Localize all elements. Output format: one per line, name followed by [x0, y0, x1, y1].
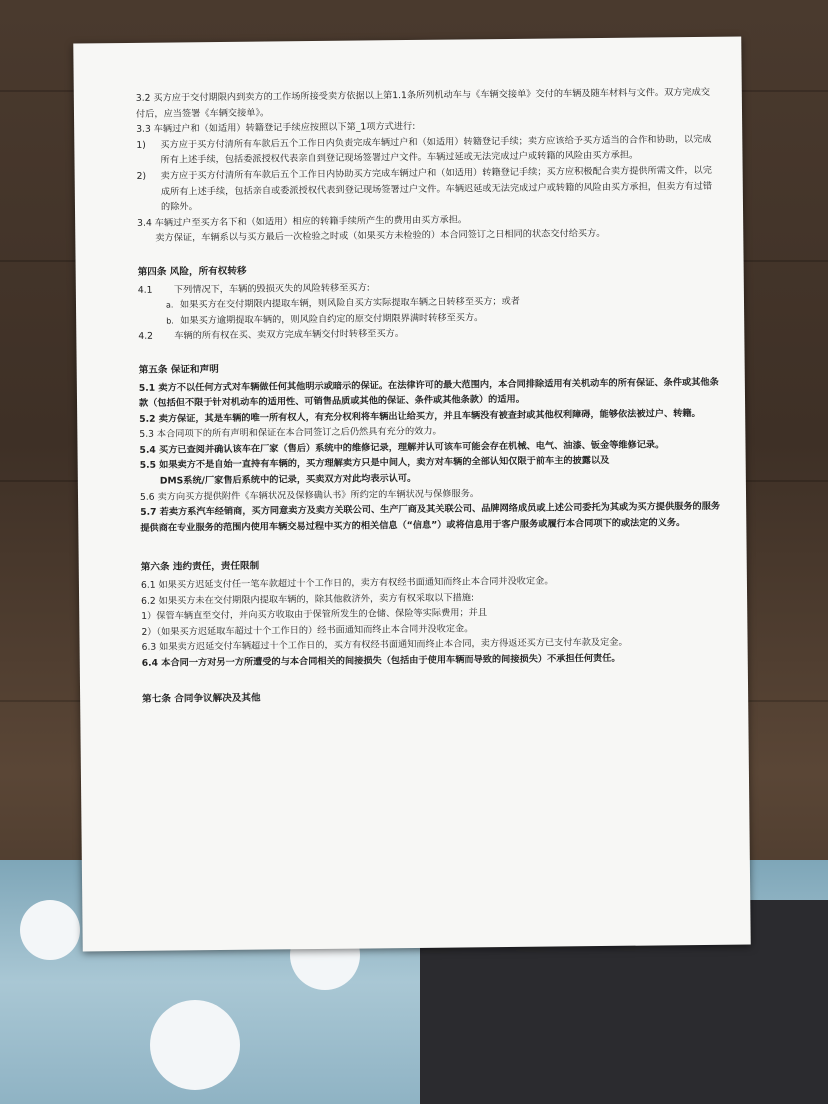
clause-5-5: 5.5 如果卖方不是自始一直持有车辆的，买方理解卖方只是中间人，卖方对车辆的全部认知仅限于前车主的披露以及 — [139, 455, 610, 472]
contract-text — [136, 85, 722, 709]
clause-4-1-a: a. 如果买方在交付期限内提取车辆，则风险自买方实际提取车辆之日转移至买方；或者 — [165, 295, 520, 311]
cloth-dot — [150, 1000, 240, 1090]
clause-4-1: 4.1 下列情况下，车辆的毁损灭失的风险转移至买方: — [137, 281, 370, 296]
clause-5-1: 5.1 卖方不以任何方式对车辆做任何其他明示或暗示的保证。在法律许可的最大范围内，本合同排除适用有关机动车的所有保证、条件或其他条款（包括但不限于针对机动车的适用性、可销售品质或其他的保证、条件或其他条款）的适用。 — [138, 376, 719, 409]
clause-3-3-item-2: 2) 卖方应于买方付清所有车款后五个工作日内协助买方完成车辆过户和（如适用）转籍登记手续；买方应积极配合卖方提供所需文件，以完成所有上述手续，包括亲自或委派授权代表到登记现场签署过户文件。车辆迟延或无法完成过户或转籍的风险由买方承担，但卖方有过错的除外。 — [136, 164, 713, 213]
clause-6-2: 6.2 如果买方未在交付期限内提取车辆的，除其他救济外，卖方有权采取以下措施: — [141, 591, 475, 607]
article-7-title: 第七条 合同争议解决及其他 — [142, 692, 261, 705]
article-6-title: 第六条 违约责任，责任限制 — [140, 561, 260, 574]
clause-6-1: 6.1 如果买方迟延支付任一笔车款超过十个工作日的，卖方有权经书面通知而终止本合同并没收定金。 — [140, 575, 554, 591]
clause-3-2: 3.2 买方应于交付期限内到卖方的工作场所接受卖方依据以上第1.1条所列机动车与《车辆交接单》交付的车辆及随车材料与文件。双方完成交付后，应当签署《车辆交接单》。 — [135, 86, 711, 120]
clause-5-3: 5.3 本合同项下的所有声明和保证在本合同签订之后仍然具有充分的效力。 — [139, 425, 442, 441]
clause-5-5-cont: DMS系统/厂家售后系统中的记录，买卖双方对此均表示认可。 — [159, 473, 417, 487]
contract-page — [73, 37, 750, 952]
clause-3-4-warranty: 卖方保证，车辆系以与买方最后一次检验之时或（如果买方未检验的）本合同签订之日相同的状态交付给买方。 — [155, 228, 606, 245]
clause-4-2: 4.2 车辆的所有权在买、卖双方完成车辆交付时转移至买方。 — [138, 328, 405, 343]
clause-6-2-item-1: 1）保管车辆直至交付，并向买方收取由于保管所发生的仓储、保险等实际费用；并且 — [141, 607, 488, 623]
article-4-title: 第四条 风险，所有权转移 — [137, 265, 247, 278]
clause-3-3: 3.3 车辆过户和（如适用）转籍登记手续应按照以下第_1项方式进行: — [136, 121, 416, 136]
clause-5-2: 5.2 卖方保证，其是车辆的唯一所有权人，有充分权利将车辆出让给买方，并且车辆没有被查封或其他权利障碍，能够依法被过户、转籍。 — [139, 407, 701, 425]
clause-4-1-b: b. 如果买方逾期提取车辆的，则风险自约定的原交付期限界满时转移至买方。 — [166, 311, 484, 327]
clause-5-4: 5.4 买方已查阅并确认该车在厂家（售后）系统中的维修记录，理解并认可该车可能会存在机械、电气、油漆、钣金等维修记录。 — [139, 439, 665, 456]
clause-6-2-item-2: 2）（如果买方迟延取车超过十个工作日的）经书面通知而终止本合同并没收定金。 — [141, 623, 474, 638]
clause-6-4: 6.4 本合同一方对另一方所遭受的与本合同相关的间接损失（包括由于使用车辆而导致的间接损失）不承担任何责任。 — [141, 652, 621, 669]
clause-3-4: 3.4 车辆过户至买方名下和（如适用）相应的转籍手续所产生的费用由买方承担。 — [137, 214, 468, 229]
article-5-title: 第五条 保证和声明 — [138, 363, 219, 376]
clause-5-7: 5.7 若卖方系汽车经销商，买方同意卖方及卖方关联公司、生产厂商及其关联公司、品牌网络成员或上述公司委托为其或为买方提供服务的服务提供商在专业服务的范围内使用车辆交易过程中买方的相关信息（“信息”）或将信息用于客户服务或履行本合同项下的或法定的义务。 — [140, 501, 721, 534]
clause-3-3-item-1: 1) 买方应于买方付清所有车款后五个工作日内负责完成车辆过户和（如适用）转籍登记手续；卖方应该给予买方适当的合作和协助，以完成所有上述手续，包括委派授权代表亲自到登记现场签署过户文件。车辆过延或无法完成过户或转籍的风险由买方承担。 — [136, 133, 712, 166]
clause-5-6: 5.6 卖方向买方提供附件《车辆状况及保修确认书》所约定的车辆状况与保修服务。 — [139, 487, 480, 503]
clause-6-3: 6.3 如果卖方迟延交付车辆超过十个工作日的，买方有权经书面通知而终止本合同，卖方得返还买方已支付车款及定金。 — [141, 637, 628, 654]
cloth-dot — [20, 900, 80, 960]
